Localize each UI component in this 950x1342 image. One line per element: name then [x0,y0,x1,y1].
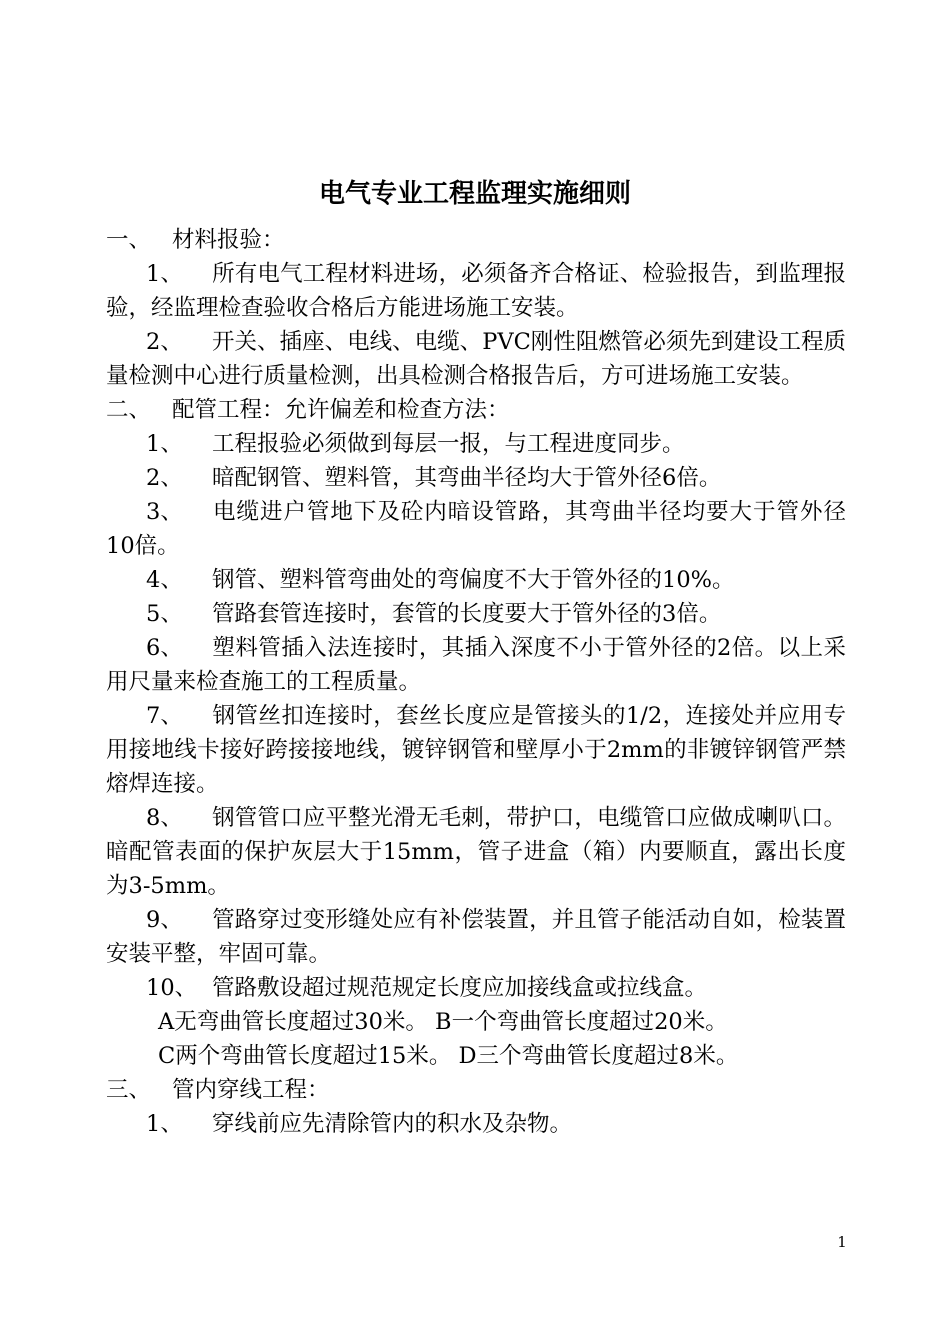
section-heading-2 [106,393,846,427]
list-item [106,257,846,325]
item-text: 穿线前应先清除管内的积水及杂物。 [212,1111,573,1137]
item-number: 10、 [146,975,198,1001]
item-number: 2、 [146,465,183,491]
section-heading-text: 材料报验： [172,227,285,253]
list-item [106,461,846,495]
sub-line: A无弯曲管长度超过30米。 B一个弯曲管长度超过20米。 [158,1009,728,1035]
section-heading-text: 管内穿线工程： [172,1077,330,1103]
page-number: 1 [837,1233,847,1251]
item-text: 钢管、塑料管弯曲处的弯偏度不大于管外径的10%。 [212,567,735,593]
item-number: 3、 [146,499,183,525]
list-item [106,597,846,631]
item-number: 1、 [146,261,183,287]
item-text: 开关、插座、电线、电缆、PVC刚性阻燃管必须先到建设工程质量检测中心进行质量检测，出具检测合格报告后，方可进场施工安装。 [106,329,846,389]
document-title: 电气专业工程监理实施细则 [318,179,631,209]
item-number: 9、 [146,907,183,933]
item-text: 钢管管口应平整光滑无毛刺，带护口，电缆管口应做成喇叭口。暗配管表面的保护灰层大于15mm，管子进盒（箱）内要顺直，露出长度为3-5mm。 [106,805,846,899]
item-number: 5、 [146,601,183,627]
item-text: 工程报验必须做到每层一报，与工程进度同步。 [212,431,685,457]
item-number: 6、 [146,635,183,661]
item-text: 所有电气工程材料进场，必须备齐合格证、检验报告，到监理报验，经监理检查验收合格后方能进场施工安装。 [106,261,846,321]
section-heading-1 [106,223,846,257]
section-heading-text: 配管工程：允许偏差和检查方法： [172,397,510,423]
item-number: 1、 [146,431,183,457]
item-text: 暗配钢管、塑料管，其弯曲半径均大于管外径6倍。 [212,465,722,491]
item-number: 2、 [146,329,183,355]
list-item [106,427,846,461]
item-number: 8、 [146,805,183,831]
item-number: 1、 [146,1111,183,1137]
sub-line: C两个弯曲管长度超过15米。 D三个弯曲管长度超过8米。 [158,1043,739,1069]
list-item [106,801,846,903]
item-text: 管路穿过变形缝处应有补偿装置，并且管子能活动自如，检装置安装平整，牢固可靠。 [106,907,846,967]
item-text: 塑料管插入法连接时，其插入深度不小于管外径的2倍。以上采用尺量来检查施工的工程质量。 [106,635,846,695]
item-number: 7、 [146,703,183,729]
list-item [106,971,846,1005]
item-number: 4、 [146,567,183,593]
item-text: 管路敷设超过规范规定长度应加接线盒或拉线盒。 [212,975,708,1001]
section-heading-3 [106,1073,846,1107]
list-item [106,325,846,393]
list-item [106,903,846,971]
list-item [106,495,846,563]
section-number: 一、 [106,227,152,253]
item-text: 管路套管连接时，套管的长度要大于管外径的3倍。 [212,601,722,627]
document-body [106,223,846,1141]
item-text: 钢管丝扣连接时，套丝长度应是管接头的1/2，连接处并应用专用接地线卡接好跨接接地线，镀锌钢管和壁厚小于2mm的非镀锌钢管严禁熔焊连接。 [106,703,846,797]
section-number: 三、 [106,1077,152,1103]
list-item [106,699,846,801]
section-number: 二、 [106,397,152,423]
list-item [106,563,846,597]
list-item [106,1107,846,1141]
item-text: 电缆进户管地下及砼内暗设管路，其弯曲半径均要大于管外径10倍。 [106,499,846,559]
list-item [106,631,846,699]
